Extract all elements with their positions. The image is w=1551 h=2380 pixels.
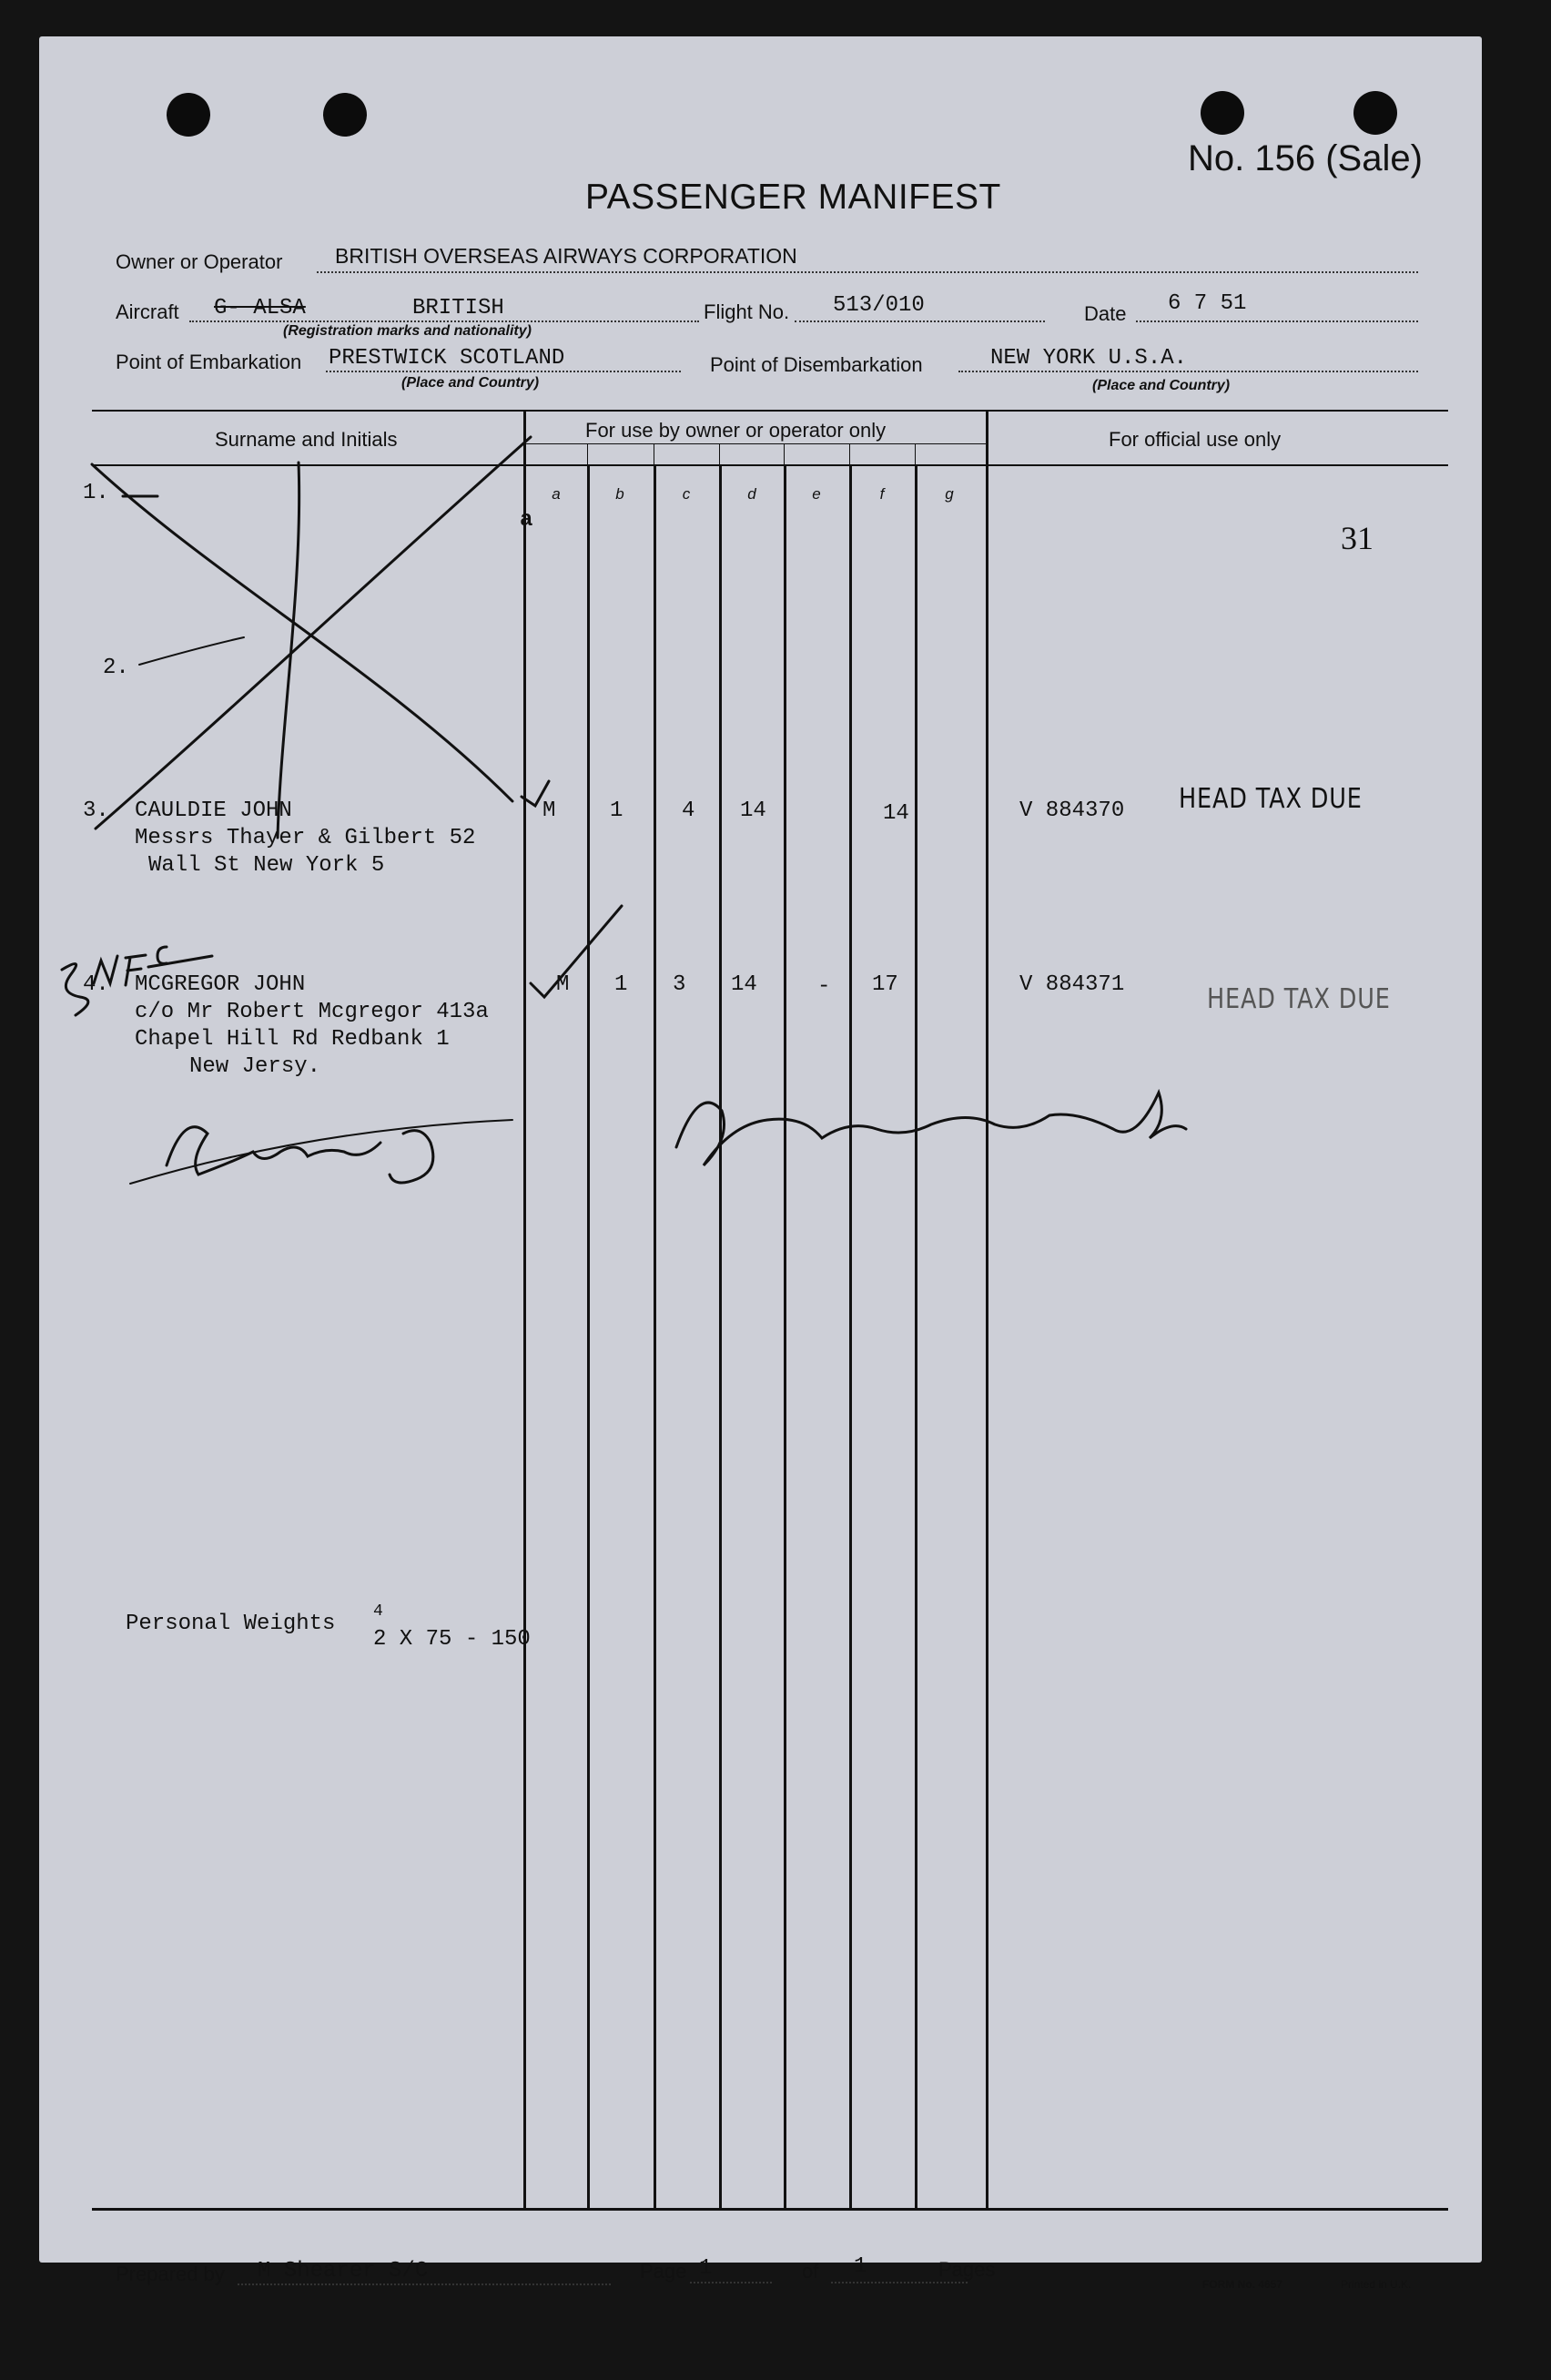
of-value: 1 (854, 2254, 867, 2279)
date-label: Date (1084, 302, 1127, 325)
passenger-address: New Jersy. (189, 1054, 321, 1079)
column-letter-c: c (682, 485, 691, 503)
pages-label: Pages (938, 2258, 996, 2281)
col-surname-header: Surname and Initials (215, 428, 398, 451)
column-letter-g: g (945, 485, 954, 503)
embarkation-note: (Place and Country) (401, 375, 540, 391)
disembarkation-label: Point of Disembarkation (710, 353, 923, 376)
owner-value: BRITISH OVERSEAS AIRWAYS CORPORATION (335, 244, 797, 268)
prepared-value: M Shearer S/C (258, 2259, 429, 2283)
column-letter-f: f (879, 485, 885, 503)
aircraft-label: Aircraft (116, 300, 179, 323)
passenger-address: c/o Mr Robert Mcgregor 413a (135, 1000, 489, 1024)
col-owner-header: For use by owner or operator only (585, 419, 887, 442)
disembarkation-note: (Place and Country) (1092, 378, 1231, 393)
col-official-header: For official use only (1109, 428, 1282, 451)
handwritten-marks (39, 36, 1482, 1311)
flight-label: Flight No. (704, 300, 790, 323)
cell-f: 14 (883, 801, 909, 826)
cell-a: M (556, 972, 570, 997)
column-letter-e: e (812, 485, 821, 503)
page-label: Page (640, 2260, 687, 2283)
manifest-page (39, 36, 1482, 2291)
cell-b: 1 (614, 972, 628, 997)
head-tax-stamp: HEAD TAX DUE (1207, 983, 1391, 1015)
cell-b: 1 (610, 798, 623, 823)
cell-e: - (817, 974, 831, 999)
form-number: No. 156 (Sale) (1188, 138, 1423, 178)
cell-d: 14 (740, 798, 766, 823)
row-number: 3. (83, 798, 109, 823)
prepared-label: Prepared by (116, 2263, 225, 2285)
embarkation-label: Point of Embarkation (116, 351, 302, 373)
cell-a: M (542, 798, 556, 823)
weights-fraction: 4 (373, 1602, 383, 1621)
row-a-mark: a (520, 508, 533, 533)
row-number: 4. (83, 972, 109, 997)
printed-in: Printed in U.K. (1341, 2278, 1412, 2291)
page-title: PASSENGER MANIFEST (585, 178, 1001, 217)
aircraft-note: (Registration marks and nationality) (283, 323, 532, 339)
column-letter-b: b (615, 485, 624, 503)
of-label: of (802, 2260, 819, 2283)
head-tax-stamp: HEAD TAX DUE (1179, 783, 1363, 815)
page-value: 1 (699, 2256, 713, 2281)
weights-expression: 2 X 75 - 150 (373, 1627, 531, 1652)
row-number: 1. (83, 481, 109, 505)
passenger-name: MCGREGOR JOHN (135, 972, 306, 997)
form-code: FORM No. 4657 (1202, 2278, 1283, 2291)
column-letter-d: d (747, 485, 756, 503)
column-letter-a: a (552, 485, 561, 503)
row-number: 2. (103, 656, 129, 680)
visa-number: V 884371 (1019, 972, 1125, 997)
aircraft-nationality: BRITISH (412, 296, 504, 320)
disembarkation-value: NEW YORK U.S.A. (990, 346, 1188, 371)
aircraft-registration: G- ALSA (214, 296, 306, 320)
cell-c: 4 (682, 798, 695, 823)
date-value: 6 7 51 (1168, 291, 1247, 316)
owner-label: Owner or Operator (116, 250, 283, 273)
cell-f: 17 (872, 972, 898, 997)
weights-label: Personal Weights (126, 1612, 336, 1636)
official-number: 31 (1341, 520, 1374, 556)
passenger-address: Chapel Hill Rd Redbank 1 (135, 1027, 450, 1052)
passenger-name: CAULDIE JOHN (135, 798, 292, 823)
visa-number: V 884370 (1019, 798, 1125, 823)
passenger-address: Wall St New York 5 (148, 853, 385, 878)
passenger-address: Messrs Thayer & Gilbert 52 (135, 826, 476, 850)
cell-c: 3 (673, 972, 686, 997)
cell-d: 14 (731, 972, 757, 997)
flight-value: 513/010 (833, 293, 925, 318)
embarkation-value: PRESTWICK SCOTLAND (329, 346, 565, 371)
